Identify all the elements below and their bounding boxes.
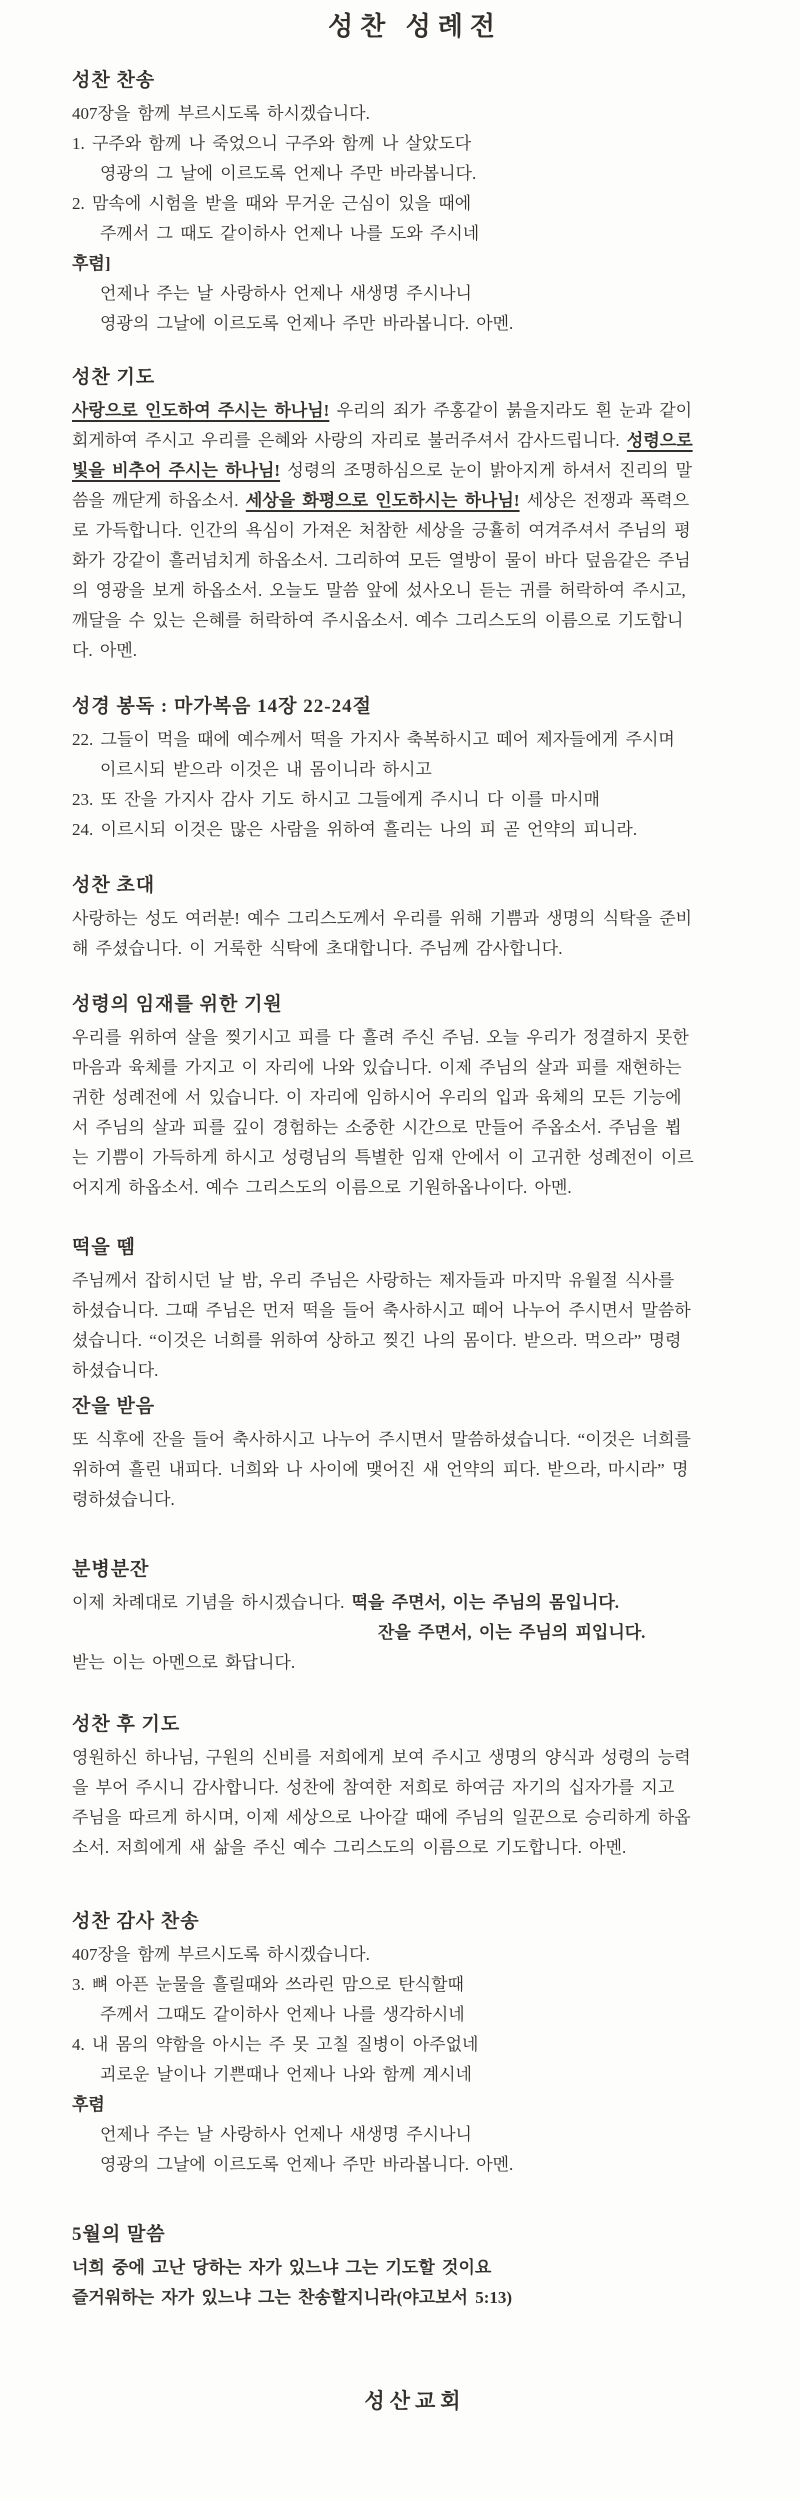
text-line	[72, 725, 758, 755]
text-line	[72, 219, 758, 249]
text-segment: 마음과 육체를 가지고 이 자리에 나와 있습니다. 이제 주님의 살과 피를 재현하는	[72, 1058, 682, 1077]
text-segment: 사랑으로 인도하여 주시는 하나님!	[72, 401, 330, 420]
text-line	[72, 1326, 758, 1356]
section-heading: 분병분잔	[72, 1559, 150, 1580]
text-line	[72, 1083, 758, 1113]
text-line	[72, 2150, 758, 2180]
text-segment: 언제나 주는 날 사랑하사 언제나 새생명 주시나니	[100, 284, 472, 303]
section-heading: 성경 봉독 : 마가복음 14장 22-24절	[72, 696, 372, 717]
text-segment: 1. 구주와 함께 나 죽었으니 구주와 함께 나 살았도다	[72, 134, 472, 153]
text-segment: 또 식후에 잔을 들어 축사하시고 나누어 주시면서 말씀하셨습니다. “이것은 너희를	[72, 1430, 691, 1449]
text-segment: 세상을 화평으로 인도하시는 하나님!	[245, 491, 520, 510]
text-segment: 영광의 그 날에 이르도록 언제나 주만 바라봅니다.	[100, 164, 477, 183]
text-line	[72, 785, 758, 815]
text-line	[72, 129, 758, 159]
text-line	[72, 2030, 758, 2060]
text-segment: 깨달을 수 있는 은혜를 허락하여 주시옵소서. 예수 그리스도의 이름으로 기도합니	[72, 611, 684, 630]
text-segment: 괴로운 날이나 기쁜때나 언제나 나와 함께 계시네	[100, 2065, 472, 2084]
text-line	[72, 755, 758, 785]
text-segment: 해 주셨습니다. 이 거룩한 식탁에 초대합니다. 주님께 감사합니다.	[72, 939, 563, 958]
section-heading: 성찬 후 기도	[72, 1714, 181, 1735]
text-segment: 후렴	[72, 2095, 105, 2114]
text-segment: 귀한 성례전에 서 있습니다. 이 자리에 임하시어 우리의 입과 육체의 모든 기능에	[72, 1088, 682, 1107]
text-segment: 즐거워하는 자가 있느냐 그는 찬송할지니라(야고보서 5:13)	[72, 2288, 513, 2307]
text-line	[72, 426, 758, 456]
text-line	[72, 1425, 758, 1455]
section	[72, 363, 758, 666]
text-line	[72, 1053, 758, 1083]
text-segment: 언제나 주는 날 사랑하사 언제나 새생명 주시나니	[100, 2125, 472, 2144]
text-line	[72, 1455, 758, 1485]
text-segment: 너희 중에 고난 당하는 자가 있느냐 그는 기도할 것이요	[72, 2258, 492, 2277]
section-heading: 성찬 찬송	[72, 70, 156, 91]
section-heading: 5월의 말씀	[72, 2224, 166, 2245]
text-line	[72, 815, 758, 845]
text-segment: 다. 아멘.	[72, 641, 138, 660]
text-line	[72, 576, 758, 606]
text-line	[72, 1618, 758, 1648]
text-line	[72, 1173, 758, 1203]
section-heading: 잔을 받음	[72, 1396, 156, 1417]
text-line	[72, 2283, 758, 2313]
text-segment: 후렴]	[72, 254, 111, 273]
text-segment: 는 기쁨이 가득하게 하시고 성령님의 특별한 임재 안에서 이 고귀한 성례전이 이르	[72, 1148, 694, 1167]
text-segment: 이제 차례대로 기념을 하시겠습니다.	[72, 1593, 352, 1612]
section	[72, 1233, 758, 1386]
text-segment: 잔을 주면서, 이는 주님의 피입니다.	[378, 1623, 646, 1642]
text-line	[72, 636, 758, 666]
text-segment: 하셨습니다. 그때 주님은 먼저 떡을 들어 축사하시고 떼어 나누어 주시면서 말씀하	[72, 1301, 691, 1320]
text-segment: 주님께서 잡히시던 날 밤, 우리 주님은 사랑하는 제자들과 마지막 유월절 식사를	[72, 1271, 675, 1290]
text-segment: 세상은 전쟁과 폭력으	[519, 491, 690, 510]
text-segment: 씀을 깨닫게 하옵소서.	[72, 491, 246, 510]
text-segment: 주께서 그 때도 같이하사 언제나 나를 도와 주시네	[100, 224, 480, 243]
text-line	[72, 934, 758, 964]
text-line	[72, 2090, 758, 2120]
text-line	[72, 189, 758, 219]
text-segment: 우리를 위하여 살을 찢기시고 피를 다 흘려 주신 주님. 오늘 우리가 정결하지 못한	[72, 1028, 689, 1047]
text-segment: 소서. 저희에게 새 삶을 주신 예수 그리스도의 이름으로 기도합니다. 아멘.	[72, 1838, 627, 1857]
text-line	[72, 1356, 758, 1386]
text-segment: 24. 이르시되 이것은 많은 사람을 위하여 흘리는 나의 피 곧 언약의 피니라.	[72, 820, 638, 839]
text-line	[72, 1648, 758, 1678]
text-segment: 23. 또 잔을 가지사 감사 기도 하시고 그들에게 주시니 다 이를 마시매	[72, 790, 600, 809]
text-segment: 셨습니다. “이것은 너희를 위하여 상하고 찢긴 나의 몸이다. 받으라. 먹으라” 명령	[72, 1331, 682, 1350]
text-segment: 3. 뼈 아픈 눈물을 흘릴때와 쓰라린 맘으로 탄식할때	[72, 1975, 464, 1994]
text-segment: 빛을 비추어 주시는 하나님!	[72, 461, 281, 480]
text-line	[72, 2060, 758, 2090]
text-line	[72, 1940, 758, 1970]
text-line	[72, 309, 758, 339]
document-title: 성찬 성례전	[327, 12, 503, 41]
text-line	[72, 1113, 758, 1143]
section	[72, 66, 758, 339]
text-line	[72, 1143, 758, 1173]
section-heading: 성찬 기도	[72, 367, 156, 388]
text-segment: 회게하여 주시고 우리를 은혜와 사랑의 자리로 불러주셔서 감사드립니다.	[72, 431, 627, 450]
section-heading: 떡을 뗌	[72, 1237, 136, 1258]
text-line	[72, 1743, 758, 1773]
text-segment: 위하여 흘린 내피다. 너희와 나 사이에 맺어진 새 언약의 피다. 받으라, 마시라” 명	[72, 1460, 689, 1479]
document-body	[72, 66, 758, 2313]
text-segment: 영광의 그날에 이르도록 언제나 주만 바라봅니다. 아멘.	[100, 314, 514, 333]
text-line	[72, 1773, 758, 1803]
text-segment: 서 주님의 살과 피를 깊이 경험하는 소중한 시간으로 만들어 주옵소서. 주님을 뵙	[72, 1118, 682, 1137]
text-line	[72, 516, 758, 546]
text-line	[72, 904, 758, 934]
text-segment: 영원하신 하나님, 구원의 신비를 저희에게 보여 주시고 생명의 양식과 성령의 능력	[72, 1748, 691, 1767]
text-line	[72, 1970, 758, 2000]
text-segment: 22. 그들이 먹을 때에 예수께서 떡을 가지사 축복하시고 떼어 제자들에게 주시며	[72, 730, 675, 749]
text-segment: 하셨습니다.	[72, 1361, 159, 1380]
section-heading: 성령의 임재를 위한 기원	[72, 994, 283, 1015]
text-line	[72, 1588, 758, 1618]
section-heading: 성찬 초대	[72, 875, 156, 896]
text-segment: 의 영광을 보게 하옵소서. 오늘도 말씀 앞에 섰사오니 듣는 귀를 허락하여 주시고,	[72, 581, 686, 600]
text-line	[72, 606, 758, 636]
text-line	[72, 2000, 758, 2030]
text-line	[72, 249, 758, 279]
text-segment: 성령의 조명하심으로 눈이 밝아지게 하셔서 진리의 말	[280, 461, 693, 480]
text-segment: 받는 이는 아멘으로 화답니다.	[72, 1653, 296, 1672]
text-segment: 로 가득합니다. 인간의 욕심이 가져온 처참한 세상을 긍휼히 여겨주셔서 주님의 평	[72, 521, 691, 540]
text-segment: 우리의 죄가 주홍같이 붉을지라도 흰 눈과 같이	[329, 401, 693, 420]
text-line	[72, 1266, 758, 1296]
text-segment: 4. 내 몸의 약함을 아시는 주 못 고칠 질병이 아주없네	[72, 2035, 479, 2054]
section	[72, 871, 758, 964]
text-segment: 주께서 그때도 같이하사 언제나 나를 생각하시네	[100, 2005, 465, 2024]
text-segment: 화가 강같이 흘러넘치게 하옵소서. 그리하여 모든 열방이 물이 바다 덮음같은 주님	[72, 551, 691, 570]
text-line	[72, 99, 758, 129]
text-line	[72, 1833, 758, 1863]
text-line	[72, 279, 758, 309]
text-segment: 407장을 함께 부르시도록 하시겠습니다.	[72, 104, 370, 123]
text-segment: 을 부어 주시니 감사합니다. 성찬에 참여한 저희로 하여금 자기의 십자가를 지고	[72, 1778, 675, 1797]
text-line	[72, 546, 758, 576]
section-heading: 성찬 감사 찬송	[72, 1911, 200, 1932]
text-segment: 영광의 그날에 이르도록 언제나 주만 바라봅니다. 아멘.	[100, 2155, 514, 2174]
section	[72, 692, 758, 845]
text-segment: 령하셨습니다.	[72, 1490, 175, 1509]
text-line	[72, 456, 758, 486]
text-line	[72, 1485, 758, 1515]
text-segment: 사랑하는 성도 여러분! 예수 그리스도께서 우리를 위해 기쁨과 생명의 식탁을 준비	[72, 909, 693, 928]
section	[72, 990, 758, 1203]
text-line	[72, 1023, 758, 1053]
text-segment: 407장을 함께 부르시도록 하시겠습니다.	[72, 1945, 370, 1964]
section	[72, 1710, 758, 1863]
church-name: 성산교회	[364, 2389, 466, 2413]
text-line	[72, 486, 758, 516]
text-line	[72, 2120, 758, 2150]
text-segment: 떡을 주면서, 이는 주님의 몸입니다.	[351, 1593, 620, 1612]
text-line	[72, 396, 758, 426]
text-segment: 주님을 따르게 하시며, 이제 세상으로 나아갈 때에 주님의 일꾼으로 승리하게 하옵	[72, 1808, 691, 1827]
text-line	[72, 1803, 758, 1833]
section	[72, 1907, 758, 2180]
section	[72, 1555, 758, 1678]
section	[72, 2220, 758, 2313]
text-line	[72, 2253, 758, 2283]
text-line	[72, 1296, 758, 1326]
text-segment: 어지게 하옵소서. 예수 그리스도의 이름으로 기원하옵나이다. 아멘.	[72, 1178, 572, 1197]
text-segment: 이르시되 받으라 이것은 내 몸이니라 하시고	[100, 760, 432, 779]
text-segment: 2. 맘속에 시험을 받을 때와 무거운 근심이 있을 때에	[72, 194, 472, 213]
section	[72, 1392, 758, 1515]
text-line	[72, 159, 758, 189]
text-segment: 성령으로	[626, 431, 693, 450]
